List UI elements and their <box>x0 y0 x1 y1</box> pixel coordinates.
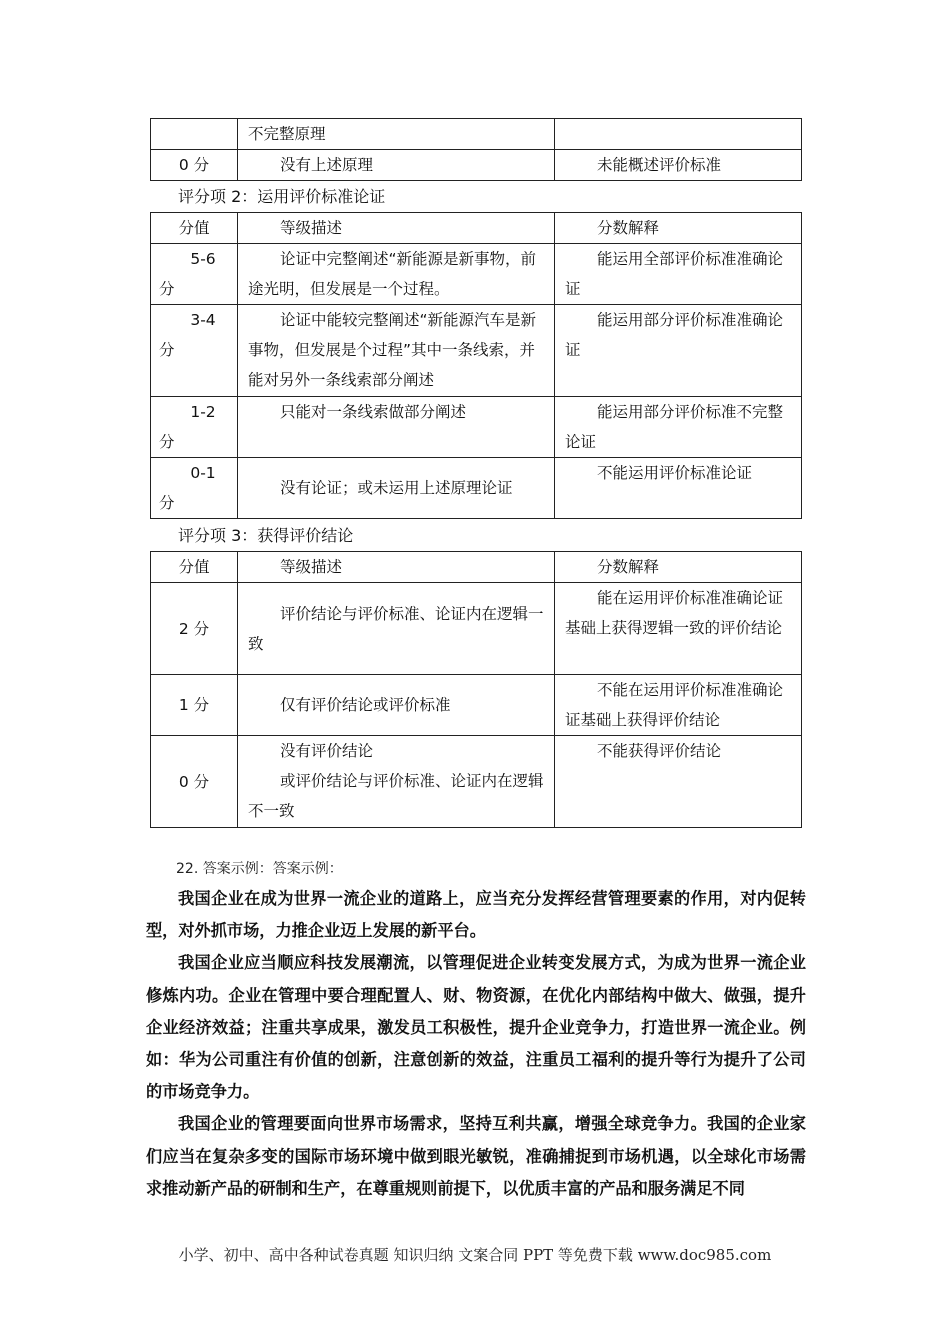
table-row <box>151 458 802 519</box>
explanation-cell: 未能概述评价标准 <box>555 150 802 181</box>
description-cell <box>238 736 555 828</box>
answer-section <box>146 858 806 1205</box>
explanation-cell: 能运用部分评价标准准确论证 <box>555 305 802 397</box>
rubric-table-1-tail <box>150 118 802 181</box>
question-number-label: 22. 答案示例：答案示例： <box>176 861 343 877</box>
score-cell: 2 分 <box>151 583 238 675</box>
description-cell: 没有上述原理 <box>238 150 555 181</box>
table-row <box>151 397 802 458</box>
section-3-title: 评分项 3：获得评价结论 <box>178 526 354 545</box>
description-cell: 只能对一条线索做部分阐述 <box>238 397 555 458</box>
explanation-cell <box>555 119 802 150</box>
header-description: 等级描述 <box>238 552 555 583</box>
explanation-cell: 能在运用评价标准准确论证基础上获得逻辑一致的评价结论 <box>555 583 802 675</box>
table-row <box>151 736 802 828</box>
header-score: 分值 <box>151 552 238 583</box>
table-row <box>151 150 802 181</box>
score-unit: 分 <box>159 280 175 298</box>
score-cell: 0 分 <box>151 736 238 828</box>
score-cell <box>151 244 238 305</box>
score-range: 0-1 <box>190 464 216 482</box>
explanation-cell: 能运用部分评价标准不完整论证 <box>555 397 802 458</box>
table-row <box>151 675 802 736</box>
header-explanation: 分数解释 <box>555 213 802 244</box>
table-header-row <box>151 552 802 583</box>
rubric-table-2 <box>150 212 802 519</box>
score-unit: 分 <box>159 433 175 451</box>
description-line: 或评价结论与评价标准、论证内在逻辑不一致 <box>248 772 544 820</box>
description-cell: 评价结论与评价标准、论证内在逻辑一致 <box>238 583 555 675</box>
score-cell <box>151 458 238 519</box>
answer-paragraph: 我国企业应当顺应科技发展潮流，以管理促进企业转变发展方式，为成为世界一流企业修炼内功。企业在管理中要合理配置人、财、物资源，在优化内部结构中做大、做强，提升企业经济效益；注重共享成果，激发员工积极性，提升企业竞争力，打造世界一流企业。例如：华为公司重注有价值的创新，注意创新的效益，注重员工福利的提升等行为提升了公司的市场竞争力。 <box>146 953 806 1102</box>
description-cell: 没有论证；或未运用上述原理论证 <box>238 458 555 519</box>
description-cell: 仅有评价结论或评价标准 <box>238 675 555 736</box>
table-row <box>151 583 802 675</box>
explanation-cell: 不能运用评价标准论证 <box>555 458 802 519</box>
score-cell <box>151 397 238 458</box>
score-range: 5-6 <box>190 250 216 268</box>
score-unit: 分 <box>159 341 175 359</box>
score-cell: 0 分 <box>151 150 238 181</box>
table-row <box>151 119 802 150</box>
explanation-cell: 不能在运用评价标准准确论证基础上获得评价结论 <box>555 675 802 736</box>
rubric-table-3 <box>150 551 802 828</box>
table-row <box>151 244 802 305</box>
explanation-cell: 不能获得评价结论 <box>555 736 802 828</box>
score-unit: 分 <box>159 494 175 512</box>
header-score: 分值 <box>151 213 238 244</box>
header-explanation: 分数解释 <box>555 552 802 583</box>
page-footer: 小学、初中、高中各种试卷真题 知识归纳 文案合同 PPT 等免费下载 www.doc985.com <box>178 1246 772 1264</box>
answer-paragraph: 我国企业的管理要面向世界市场需求，坚持互利共赢，增强全球竞争力。我国的企业家们应当在复杂多变的国际市场环境中做到眼光敏锐，准确捕捉到市场机遇，以全球化市场需求推动新产品的研制和生产，在尊重规则前提下，以优质丰富的产品和服务满足不同 <box>146 1114 806 1198</box>
description-cell: 不完整原理 <box>238 119 555 150</box>
table-row <box>151 305 802 397</box>
description-cell: 论证中完整阐述“新能源是新事物，前途光明，但发展是一个过程。 <box>238 244 555 305</box>
header-description: 等级描述 <box>238 213 555 244</box>
table-header-row <box>151 213 802 244</box>
explanation-cell: 能运用全部评价标准准确论证 <box>555 244 802 305</box>
score-cell <box>151 119 238 150</box>
answer-paragraph: 我国企业在成为世界一流企业的道路上，应当充分发挥经营管理要素的作用，对内促转型，对外抓市场，力推企业迈上发展的新平台。 <box>146 889 806 941</box>
description-cell: 论证中能较完整阐述“新能源汽车是新事物，但发展是个过程”其中一条线索，并能对另外一条线索部分阐述 <box>238 305 555 397</box>
score-range: 3-4 <box>190 311 216 329</box>
score-range: 1-2 <box>190 403 216 421</box>
score-cell: 1 分 <box>151 675 238 736</box>
description-line: 没有评价结论 <box>280 742 374 760</box>
section-2-title: 评分项 2：运用评价标准论证 <box>178 187 386 206</box>
score-cell <box>151 305 238 397</box>
